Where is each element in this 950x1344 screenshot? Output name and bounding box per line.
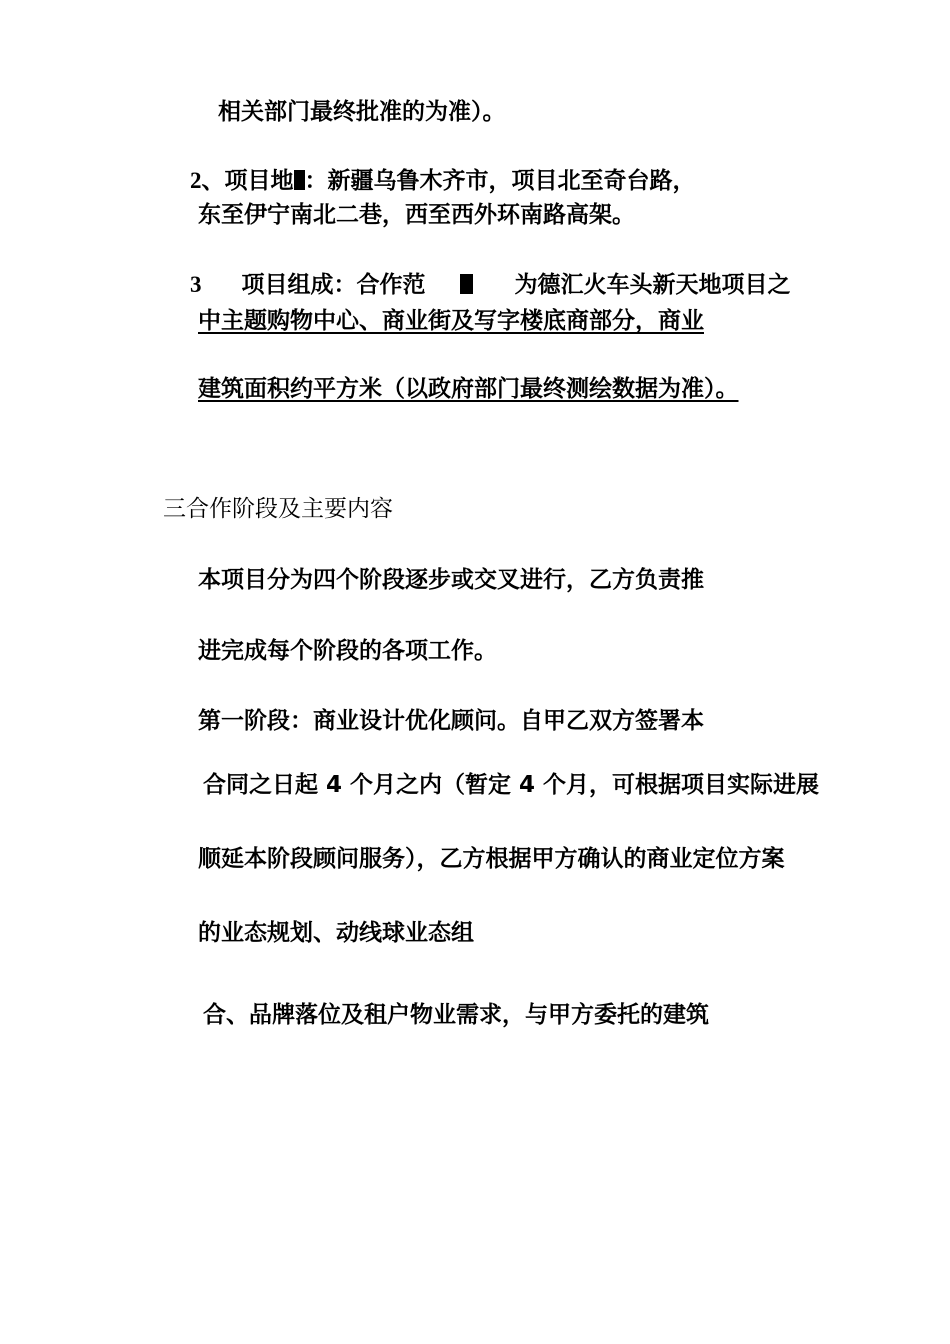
line-text: 建筑面积约平方米（以政府部门最终测绘数据为准）。 xyxy=(198,376,739,402)
section-heading xyxy=(163,494,393,524)
line-text: 顺延本阶段顾问服务），乙方根据甲方确认的商业定位方案 xyxy=(198,846,785,872)
item-number: 2 xyxy=(190,168,202,193)
item-3-line xyxy=(190,270,791,300)
item-text: ：新疆乌鲁木齐市，项目北至奇台路， xyxy=(304,168,696,194)
text-line xyxy=(198,200,635,230)
item-2-line xyxy=(190,166,696,196)
line-text: 东至伊宁南北二巷，西至西外环南路高架。 xyxy=(198,202,635,228)
line-text: 相关部门最终批准的为准）。 xyxy=(218,99,506,125)
text-line xyxy=(203,1000,709,1030)
line-text: 进完成每个阶段的各项工作。 xyxy=(198,638,497,664)
heading-text: 三合作阶段及主要内容 xyxy=(163,496,393,522)
redaction-box xyxy=(294,170,305,190)
line-text: 的业态规划、动线球业态组 xyxy=(198,920,474,946)
underlined-line xyxy=(198,374,753,404)
underlined-line xyxy=(198,306,704,336)
text-line xyxy=(198,844,785,874)
item-text: 为德汇火车头新天地项目之 xyxy=(514,272,791,298)
line-text: 中主题购物中心、商业街及写字楼底商部分，商业 xyxy=(198,308,704,334)
item-label: 、项目地 xyxy=(201,168,294,194)
redaction-box xyxy=(460,274,473,294)
text-line xyxy=(198,918,474,948)
item-number: 3 xyxy=(190,272,202,297)
line-text: 合同之日起 4 个月之内（暂定 4 个月，可根据项目实际进展 xyxy=(203,772,820,798)
text-line xyxy=(203,770,819,800)
item-label: 项目组成：合作范 xyxy=(241,272,426,298)
line-text: 第一阶段：商业设计优化顾问。自甲乙双方签署本 xyxy=(198,708,704,734)
line-text: 本项目分为四个阶段逐步或交叉进行，乙方负责推 xyxy=(198,567,704,593)
text-line xyxy=(198,565,704,595)
text-line xyxy=(198,636,497,666)
line-text: 合、品牌落位及租户物业需求，与甲方委托的建筑 xyxy=(203,1002,709,1028)
text-line xyxy=(198,706,704,736)
text-line xyxy=(218,97,506,127)
